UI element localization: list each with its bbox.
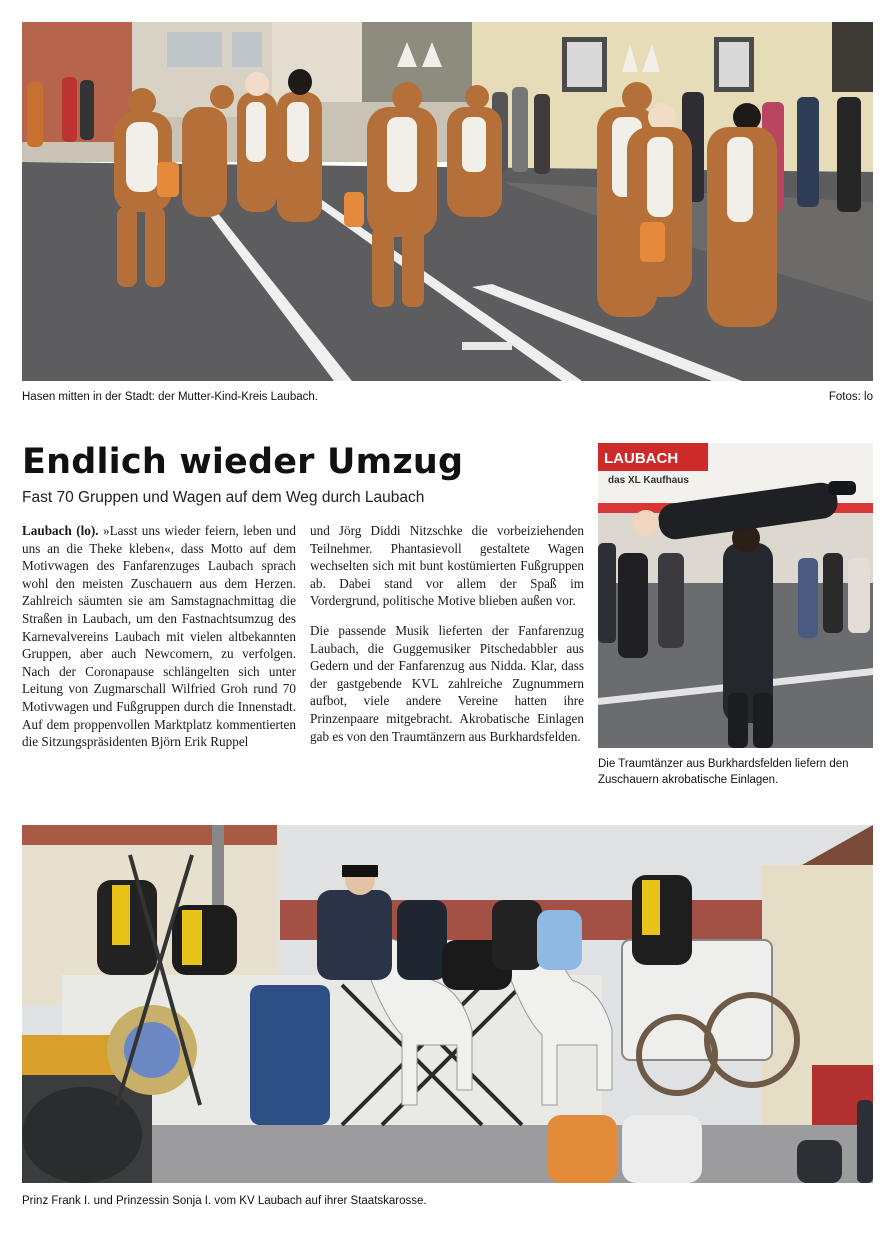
paragraph: Die passende Musik lieferten der Fanfarenzug Laubach, die Guggemusiker Pitschedabbler aus Gedern und der Fanfarenzug aus Nidda. Klar, dass der gastgebende KVL zahlreiche Zugnummern aufbot, viele andere Vereine hatten ihre Prinzenpaare mitgebracht. Akrobatische Einlagen gab es von den Traumtänzern aus Burkhardsfelden. (310, 622, 584, 744)
top-photo (22, 22, 873, 381)
side-photo-caption: Die Traumtänzer aus Burkhardsfelden liefern den Zuschauern akrobatische Einlagen. (598, 758, 849, 786)
paragraph: und Jörg Diddi Nitzschke die vorbeiziehenden Teilnehmer. Phantasievoll gestaltete Wagen wechselten sich mit bunt kostümierten Fußgruppen ab. Dabei stand vor allem der Spaß im Vordergrund, politische Motive blieben außen vor. (310, 523, 584, 609)
bottom-photo (22, 825, 873, 1183)
side-photo (598, 443, 873, 748)
parade-rabbits-image (22, 22, 873, 381)
photo-credit: Fotos: lo (828, 391, 873, 403)
parade-float-image (22, 825, 873, 1183)
paragraph (22, 522, 296, 751)
shop-sign-subtext: das XL Kaufhaus (608, 475, 689, 486)
bottom-photo-caption: Prinz Frank I. und Prinzessin Sonja I. vom KV Laubach auf ihrer Staatskarosse. (22, 1195, 427, 1207)
acrobatic-dancers-image (598, 443, 873, 748)
dateline: Laubach (lo). (22, 523, 99, 538)
article-column-1 (22, 522, 296, 763)
paragraph-text: »Lasst uns wieder feiern, leben und uns an die Theke kleben«, dass Motto auf dem Motivwagen des Fanfarenzuges Laubach sprach wohl den meisten Zuschauern aus dem Herzen. Zahlreich säumten sie am Samstagnachmittag die Straßen in Laubach, um den Fastnachtsumzug des Karnevalvereins Laubach mit vielen altbekannten Gruppen, aber auch Newcomern, zu verfolgen. Nach der Coronapause schlängelten sich unter Leitung von Zugmarschall Wilfried Groh rund 70 Motivwagen und Fußgruppen durch die Innenstadt. Auf dem proppenvollen Marktplatz kommentierten die Sitzungspräsidenten Björn Erik Ruppel (22, 523, 296, 750)
shop-sign-text: LAUBACH (604, 450, 679, 467)
article-headline: Endlich wieder Umzug (22, 442, 464, 482)
top-photo-caption: Hasen mitten in der Stadt: der Mutter-Kind-Kreis Laubach. (22, 391, 318, 403)
article-column-2 (310, 522, 584, 757)
article-subheadline: Fast 70 Gruppen und Wagen auf dem Weg durch Laubach (22, 489, 425, 506)
